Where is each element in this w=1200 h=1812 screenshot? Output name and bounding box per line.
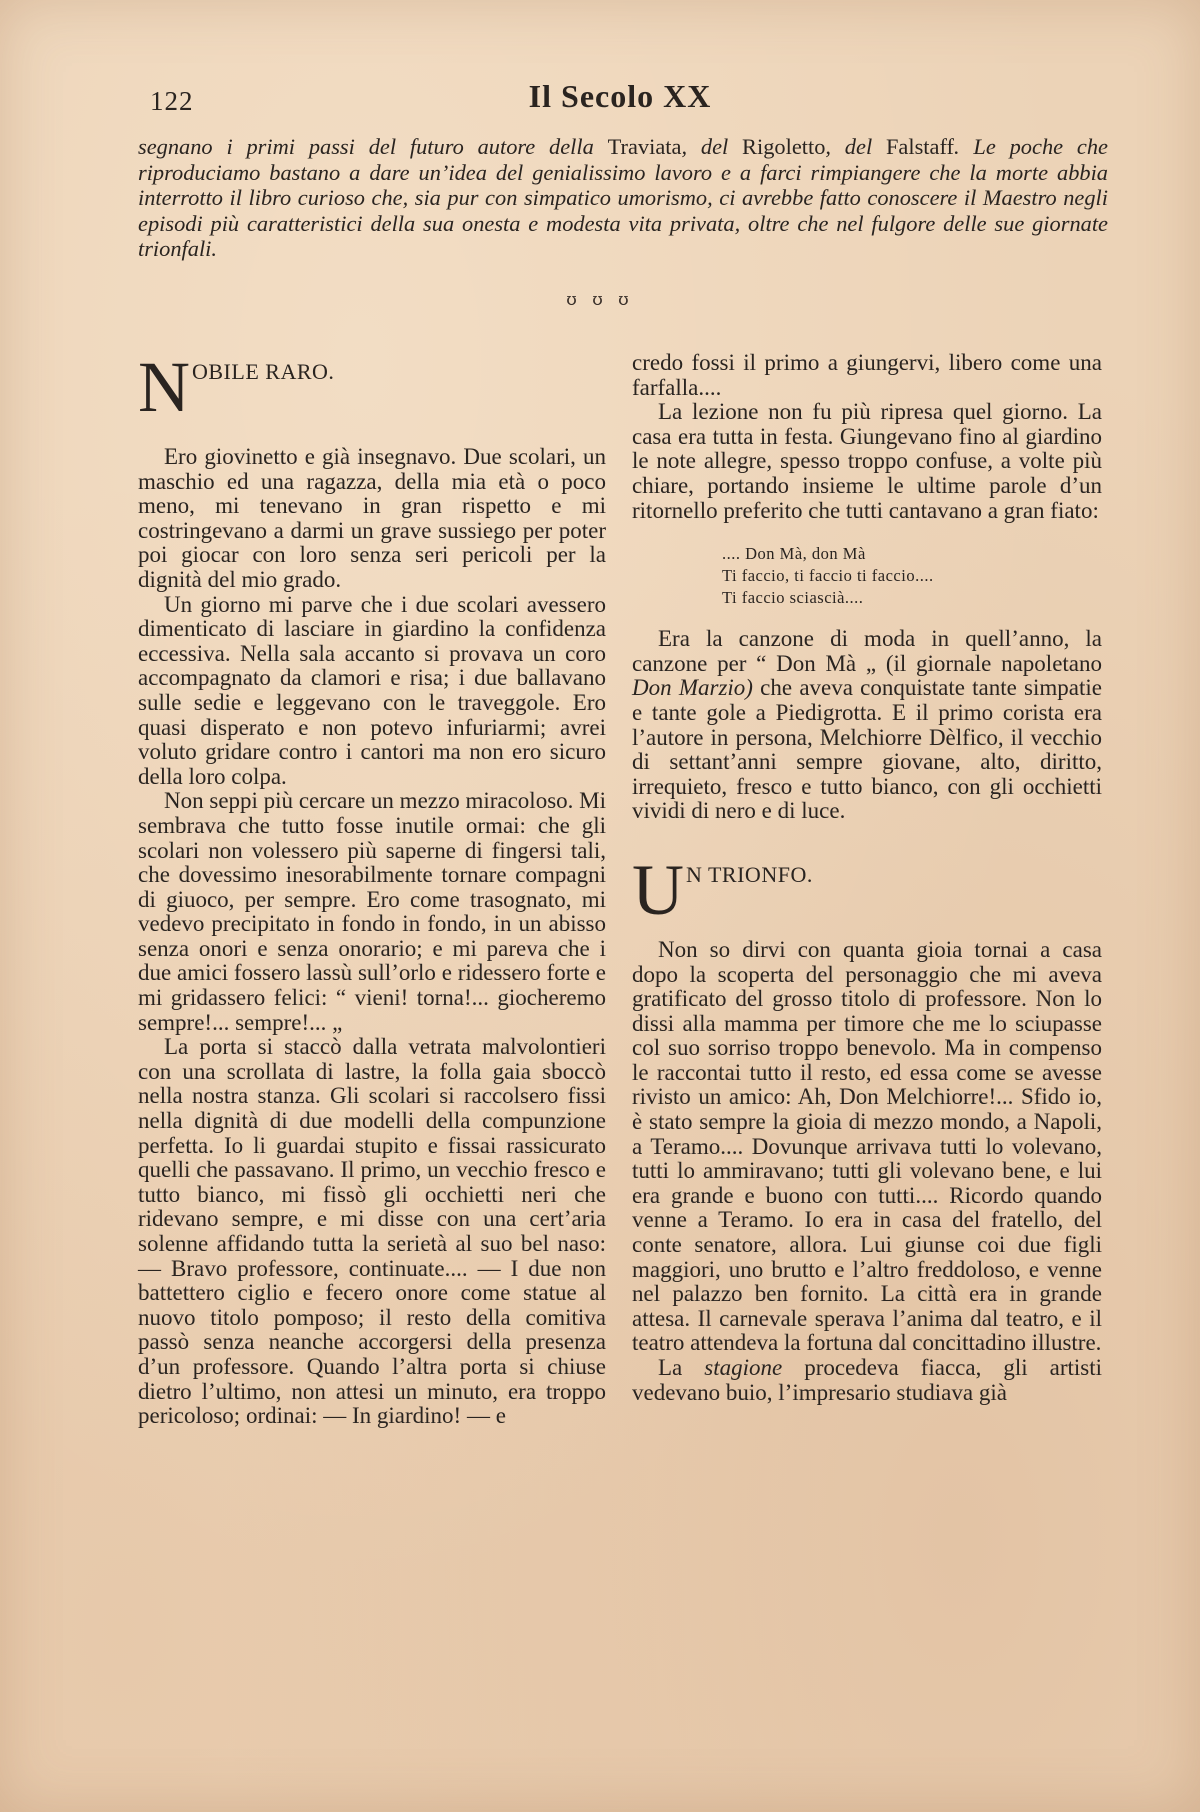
paragraph: Non seppi più cercare un mezzo miracoloso. Mi sembrava che tutto fosse inutile ormai: che gli scolari non volessero più saperne di fingersi tali, che dovessimo inesorabilmente tornare compagni di giuoco, per sempre. Ero come trasognato, mi vedevo precipitato in fondo in fondo, in un abisso senza onori e senza onorario; e mi pareva che i due amici fossero lassù sull’orlo e ridessero forte e mi gridassero felici: “ vieni! torna!... giocheremo sempre!... sempre!... „ <box>138 788 606 1035</box>
paragraph-text: che aveva conquistate tante simpatie e tante gole a Piedigrotta. E il primo corista era l’autore in persona, Melchiorre Dèlfico, il vecchio di settant’anni sempre giovane, alto, diritto, irrequieto, fresco e tutto bianco, con gli occhietti vividi di nero e di luce. <box>632 675 1102 824</box>
intro-work-rigoletto: Rigoletto <box>742 134 826 159</box>
drop-cap: U <box>632 849 684 930</box>
drop-cap: N <box>138 347 190 427</box>
paragraph: La porta si staccò dalla vetrata malvolontieri con una scrollata di lastre, la folla gaia sboccò nella nostra stanza. Gli scolari si raccolsero fissi nella dignità di due modelli della compunzione perfetta. Io li guardai stupito e fissai rassicurato quelli che passavano. Il primo, un vecchio fresco e tutto bianco, mi fissò gli occhietti neri che ridevano sempre, e mi disse con una cert’aria solenne affidando tutta la serietà al suo bel naso: — Bravo professore, continuate.... — I due non battettero ciglio e fecero onore come statue al nuovo titolo pomposo; il resto della comitiva passò senza neanche accorgersi della presenza d’un professore. Quando l’altra porta si chiuse dietro l’ultimo, non attesi un minuto, era troppo pericoloso; ordinai: — In giardino! — e <box>138 1034 606 1429</box>
paragraph-text: procedeva fiacca, gli artisti vedevano buio, l’impresario studiava già <box>632 1355 1102 1405</box>
paragraph: Non so dirvi con quanta gioia tornai a casa dopo la scoperta del personaggio che mi aveva gratificato del grosso titolo di professore. Non lo dissi alla mamma per timore che me lo sciupasse col suo sorriso troppo benevolo. Ma in compenso le raccontai tutto il resto, ed essa come se avesse rivisto un amico: Ah, Don Melchiorre!... Sfido io, è stato sempre la gioia di mezzo mondo, a Napoli, a Teramo.... Dovunque arrivava tutti lo volevano, tutti lo ammiravano; tutti gli volevano bene, e lui era grande e buono con tutti.... Ricordo quando venne a Teramo. Io era in casa del fratello, del conte senatore, allora. Lui giunse coi due figli maggiori, uno brutto e l’altro freddoloso, e venne nel palazzo ben fornito. La città era in grande attesa. Il carnevale sperava l’anima dal teatro, e il teatro attendeva la fortuna dal concittadino illustre. <box>632 936 1102 1356</box>
newspaper-title: Don Marzio) <box>632 675 753 701</box>
paragraph <box>632 627 1102 824</box>
section-heading-nobile-raro <box>138 347 606 445</box>
paragraph: Un giorno mi parve che i due scolari avessero dimenticato di lasciare in giardino la confidenza eccessiva. Nella sala accanto si provava un coro accompagnato da clamori e risa; i due ballavano sulle sedie e leggevano con le traveggole. Ero quasi disperato e non potevo infuriarmi; avrei voluto gridare contro i cantori ma non ero sicuro della loro colpa. <box>138 591 606 789</box>
page-header <box>150 76 1090 126</box>
verse-line: .... Don Mà, don Mà <box>722 544 866 564</box>
page-number: 122 <box>150 86 194 116</box>
paragraph-text: Era la canzone di moda in quell’anno, la canzone per “ Don Mà „ (il giornale napoletano <box>632 626 1102 676</box>
paragraph <box>632 1356 1102 1405</box>
paragraph: La lezione non fu più ripresa quel giorno. La casa era tutta in festa. Giungevano fino al giardino le note allegre, spesso troppo confuse, a volte più chiare, portando insieme le ultime parole d’un ritornello preferito che tutti cantavano a gran fiato: <box>632 399 1102 523</box>
intro-work-falstaff: Falstaff <box>885 134 954 159</box>
verse-line: Ti faccio, ti faccio ti faccio.... <box>722 566 934 586</box>
intro-sep-1: , del <box>681 134 743 159</box>
right-column <box>632 351 1102 1405</box>
song-verse <box>722 543 1102 609</box>
paragraph-text: La <box>658 1355 705 1380</box>
running-title: Il Secolo XX <box>528 78 712 114</box>
paragraph-continued: credo fossi il primo a giungervi, libero come una farfalla.... <box>632 350 1102 400</box>
verse-line: Ti faccio sciascià.... <box>722 588 864 608</box>
section-title: OBILE RARO. <box>192 359 335 384</box>
italic-word: stagione <box>704 1355 783 1380</box>
left-column <box>138 347 606 1429</box>
intro-text-2: . Le poche che riproduciamo bastano a dare un’idea del genialissimo lavoro e a farci rimpiangere che la morte abbia interrotto il libro curioso che, sia pur con simpatico umorismo, ci avrebbe fatto conoscere il Maestro negli episodi più caratteristici della sua onesta e modesta vita privata, oltre che nel fulgore delle sue giornate trionfali. <box>138 134 1108 261</box>
intro-sep-2: , del <box>825 134 886 159</box>
paragraph: Ero giovinetto e già insegnavo. Due scolari, un maschio ed una ragazza, della mia età o poco meno, mi tenevano in gran rispetto e mi costringevano a darmi un grave sussiego per poter poi giocar con loro senza seri pericoli per la dignità del mio grado. <box>138 444 606 592</box>
section-heading-un-trionfo <box>632 849 1102 938</box>
intro-paragraph <box>138 134 1108 262</box>
intro-work-traviata: Traviata <box>607 134 682 159</box>
section-title: N TRIONFO. <box>686 861 813 887</box>
intro-text-1: segnano i primi passi del futuro autore della <box>138 134 608 159</box>
section-ornament: ʊ ʊ ʊ <box>566 290 634 310</box>
